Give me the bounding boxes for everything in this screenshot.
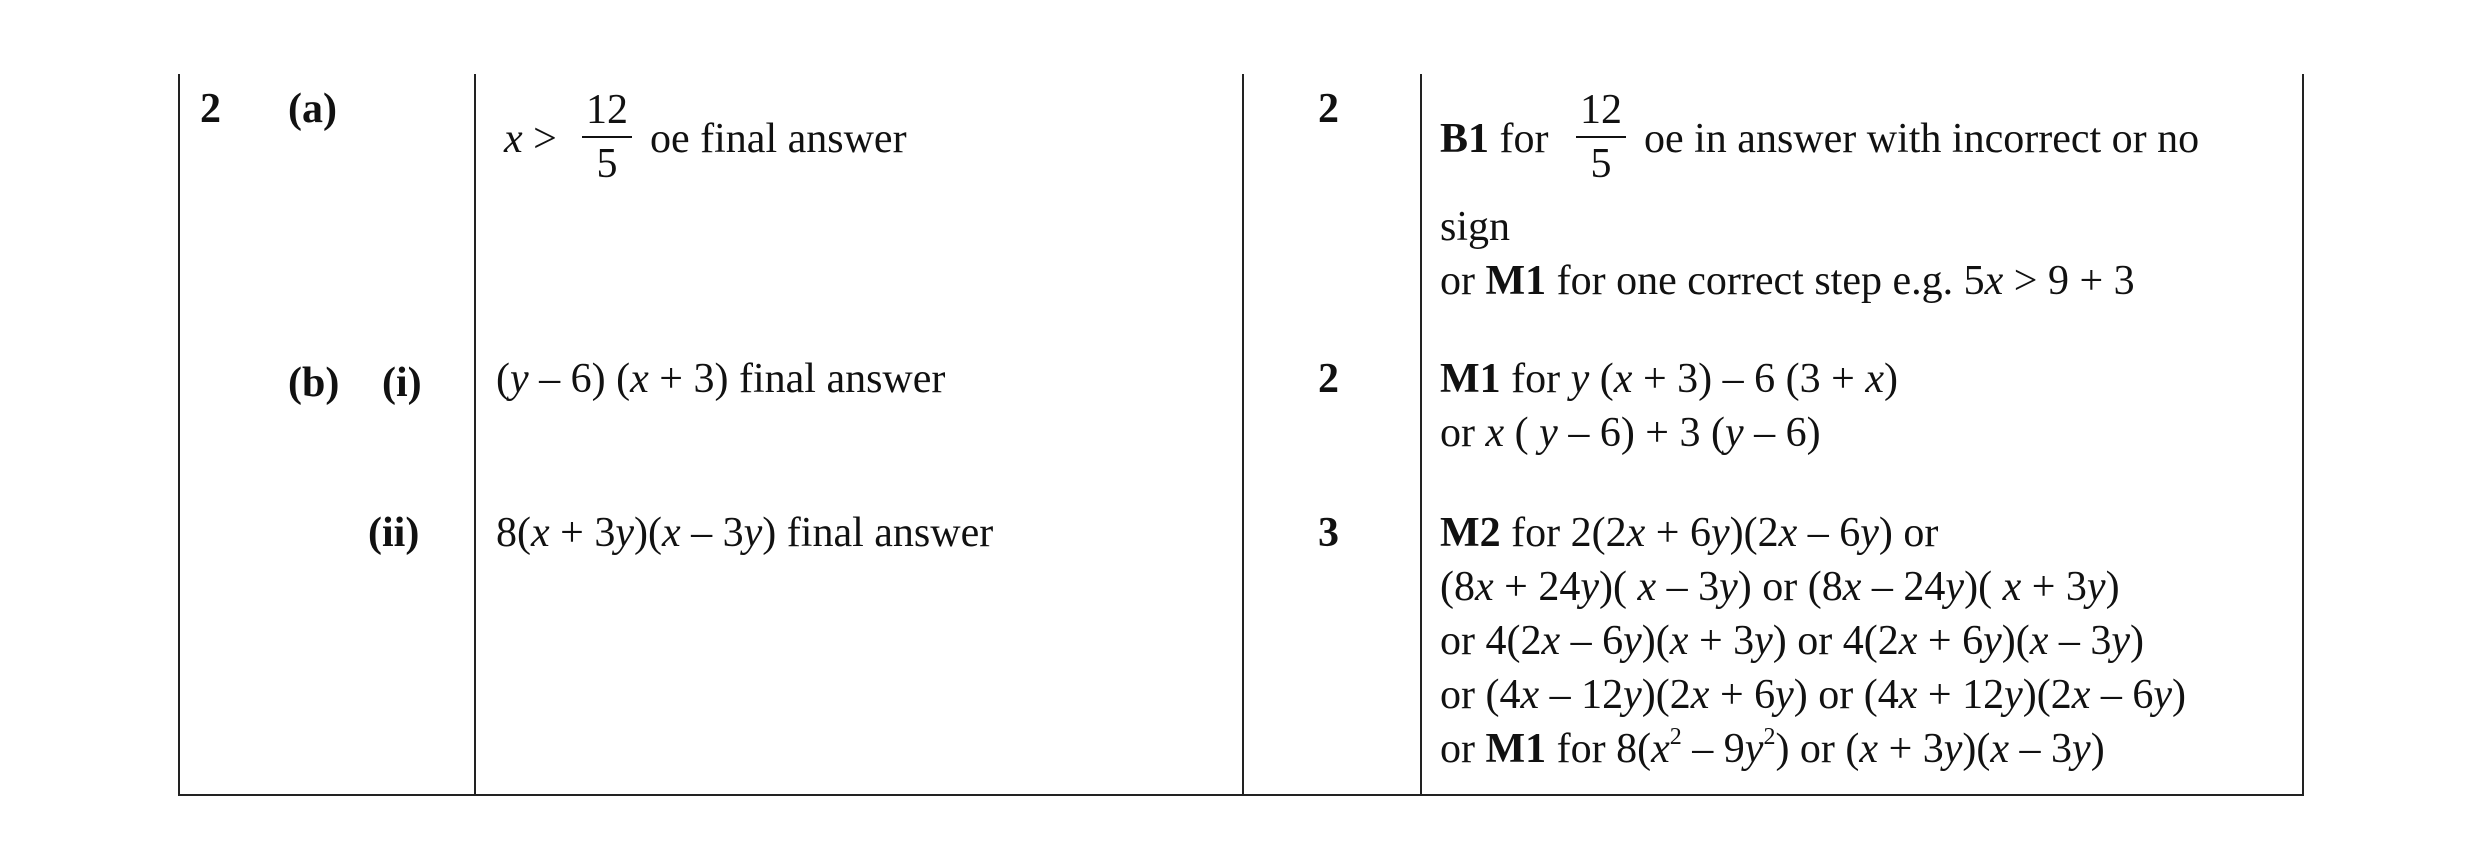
- answer-b-ii: 8(x + 3y)(x – 3y) final answer: [496, 510, 994, 556]
- column-divider: [474, 74, 476, 796]
- guidance-a-b1-rest2: sign: [1440, 204, 1511, 250]
- part-b-label: (b): [288, 360, 340, 406]
- part-b-i-label: (i): [382, 360, 422, 406]
- answer-a-inequality: x >: [504, 116, 557, 162]
- guidance-b-ii-line1: M2 for 2(2x + 6y)(2x – 6y) or: [1440, 510, 1939, 556]
- column-divider: [1242, 74, 1244, 796]
- part-a-label: (a): [288, 86, 337, 132]
- guidance-b-ii-line4: or (4x – 12y)(2x + 6y) or (4x + 12y)(2x – 6y): [1440, 672, 2187, 718]
- answer-a-suffix: oe final answer: [650, 116, 907, 162]
- guidance-b-i-line2: or x ( y – 6) + 3 (y – 6): [1440, 410, 1821, 456]
- answer-a-fraction: 12 5: [582, 86, 632, 188]
- guidance-a-m1: or M1 for one correct step e.g. 5x > 9 + 3: [1440, 258, 2135, 304]
- guidance-b-ii-line3: or 4(2x – 6y)(x + 3y) or 4(2x + 6y)(x – 3y): [1440, 618, 2145, 664]
- column-divider: [1420, 74, 1422, 796]
- marks-b-i: 2: [1318, 356, 1339, 402]
- part-b-ii-label: (ii): [368, 510, 420, 556]
- guidance-b-ii-line2: (8x + 24y)( x – 3y) or (8x – 24y)( x + 3y): [1440, 564, 2120, 610]
- guidance-a-b1-rest: oe in answer with incorrect or no: [1644, 116, 2200, 162]
- guidance-a-fraction: 12 5: [1576, 86, 1626, 188]
- guidance-b-i-line1: M1 for y (x + 3) – 6 (3 + x): [1440, 356, 1898, 402]
- marks-b-ii: 3: [1318, 510, 1339, 556]
- marks-a: 2: [1318, 86, 1339, 132]
- answer-b-i: (y – 6) (x + 3) final answer: [496, 356, 946, 402]
- guidance-b-ii-line5: or M1 for $8(x^2 - 9y^2)$ or (x + 3y)(x – 3y): [1440, 724, 2105, 772]
- question-number: 2: [200, 86, 221, 132]
- guidance-a-b1: B1 for: [1440, 116, 1549, 162]
